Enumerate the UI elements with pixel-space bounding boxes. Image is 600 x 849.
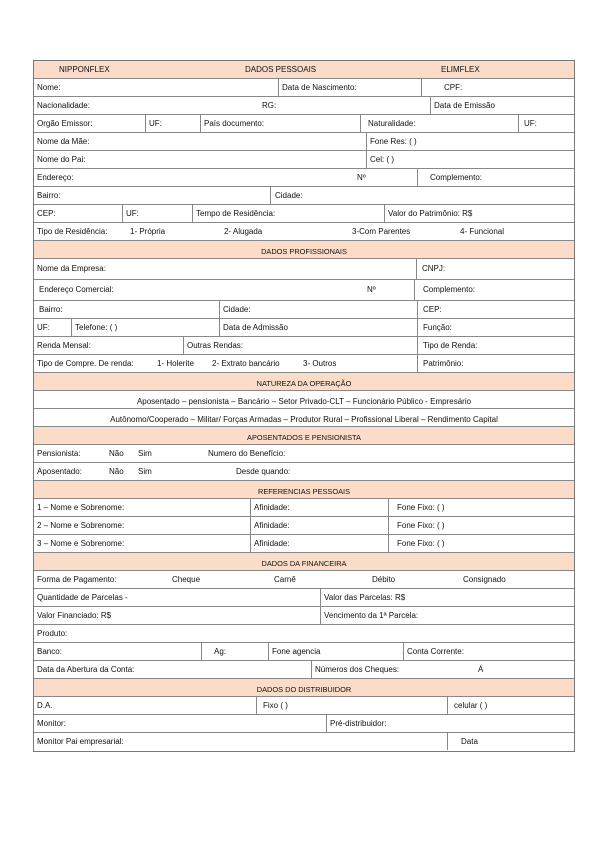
field-numero-comercial[interactable]: Nº — [367, 285, 376, 294]
field-ref-fone[interactable]: Fone Fixo: ( ) — [388, 499, 445, 516]
field-data-admissao[interactable]: Data de Admissão — [219, 319, 288, 336]
field-ref-nome[interactable]: 3 – Nome e Sobrenome: — [37, 539, 125, 548]
field-monitor-pai[interactable]: Monitor Pai empresarial: — [37, 737, 124, 746]
field-valor-patrimonio[interactable]: Valor do Patrimônio: R$ — [384, 205, 472, 222]
field-ref-fone[interactable]: Fone Fixo: ( ) — [388, 517, 445, 534]
option-com-parentes[interactable]: 3-Com Parentes — [352, 227, 411, 236]
field-uf-comercial[interactable]: UF: — [37, 323, 50, 332]
field-endereco-comercial[interactable]: Endereço Comercial: — [39, 285, 114, 294]
field-outras-rendas[interactable]: Outras Rendas: — [183, 337, 243, 354]
row-aposentado — [34, 463, 574, 481]
field-naturalidade[interactable]: Naturalidade: — [360, 115, 416, 132]
field-ref-nome[interactable]: 1 – Nome e Sobrenome: — [37, 503, 125, 512]
field-desde-quando[interactable]: Desde quando: — [236, 467, 291, 476]
row-bairro — [34, 187, 574, 205]
field-ref-afinidade[interactable]: Afinidade: — [250, 517, 290, 534]
option-outros[interactable]: 3- Outros — [303, 359, 337, 368]
field-data-emissao[interactable]: Data de Emissão — [430, 97, 495, 114]
option-pensionista-sim[interactable]: Sim — [138, 449, 152, 458]
label-aposentado: Aposentado: — [37, 467, 82, 476]
section-aposentados — [34, 427, 574, 445]
field-nome-mae[interactable]: Nome da Mãe: — [37, 137, 90, 146]
row-empresa — [34, 259, 574, 280]
section-title: DADOS DO DISTRIBUIDOR — [256, 685, 352, 694]
field-uf-endereco[interactable]: UF: — [122, 205, 139, 222]
reference-row — [34, 499, 574, 517]
field-nome-empresa[interactable]: Nome da Empresa: — [37, 264, 106, 273]
field-pais-documento[interactable]: País documento: — [200, 115, 264, 132]
row-pensionista — [34, 445, 574, 463]
label-tipo-residencia: Tipo de Residência: — [37, 227, 108, 236]
row-forma-pagamento — [34, 571, 574, 589]
natureza-options-2[interactable]: Autônomo/Cooperado – Militar/ Forças Armadas – Produtor Rural – Profissional Liberal – Rendimento Capital — [110, 415, 498, 424]
label-forma-pagamento: Forma de Pagamento: — [37, 575, 117, 584]
field-vencimento[interactable]: Vencimento da 1ª Parcela: — [320, 607, 418, 624]
field-nome[interactable]: Nome: — [37, 83, 61, 92]
field-data-nascimento[interactable]: Data de Nascimento: — [278, 79, 357, 96]
section-dados-profissionais — [34, 241, 574, 259]
field-produto[interactable]: Produto: — [37, 629, 68, 638]
option-alugada[interactable]: 2- Alugada — [224, 227, 263, 236]
field-nome-pai[interactable]: Nome do Pai: — [37, 155, 86, 164]
field-conta-corrente[interactable]: Conta Corrente: — [403, 643, 464, 660]
field-complemento[interactable]: Complemento: — [417, 169, 482, 186]
row-endereco — [34, 169, 574, 187]
field-renda-mensal[interactable]: Renda Mensal: — [37, 341, 91, 350]
field-bairro[interactable]: Bairro: — [37, 191, 61, 200]
option-cheque[interactable]: Cheque — [172, 575, 201, 584]
field-fixo[interactable]: Fixo ( ) — [256, 697, 288, 714]
row-banco — [34, 643, 574, 661]
field-numero[interactable]: Nº — [357, 173, 366, 182]
field-cnpj[interactable]: CNPJ: — [416, 259, 445, 279]
section-natureza-operacao — [34, 373, 574, 391]
field-monitor[interactable]: Monitor: — [37, 719, 66, 728]
field-cidade[interactable]: Cidade: — [270, 187, 303, 204]
label-tipo-comprovante: Tipo de Compre. De renda: — [37, 359, 134, 368]
row-natureza-1 — [34, 391, 574, 409]
section-distribuidor — [34, 679, 574, 697]
option-carne[interactable]: Carnê — [274, 575, 296, 584]
section-financeira — [34, 553, 574, 571]
field-ref-nome[interactable]: 2 – Nome e Sobrenome: — [37, 521, 125, 530]
row-monitor-pai — [34, 733, 574, 751]
brand-left: NIPPONFLEX — [59, 65, 110, 74]
row-tipo-comprovante — [34, 355, 574, 373]
row-nome — [34, 79, 574, 97]
row-da — [34, 697, 574, 715]
field-endereco[interactable]: Endereço: — [37, 173, 74, 182]
row-telefone — [34, 319, 574, 337]
reference-row — [34, 517, 574, 535]
field-pre-distribuidor[interactable]: Pré-distribuidor: — [326, 715, 386, 732]
field-tempo-residencia[interactable]: Tempo de Residência: — [192, 205, 275, 222]
row-valor-financiado — [34, 607, 574, 625]
row-orgao — [34, 115, 574, 133]
option-holerite[interactable]: 1- Holerite — [157, 359, 194, 368]
field-valor-financiado[interactable]: Valor Financiado: R$ — [37, 611, 112, 620]
label-cheques-ate: Á — [478, 665, 484, 674]
section-title: APOSENTADOS E PENSIONISTA — [247, 433, 361, 442]
field-agencia[interactable]: Ag: — [201, 643, 226, 660]
row-tipo-residencia — [34, 223, 574, 241]
field-ref-afinidade[interactable]: Afinidade: — [250, 535, 290, 552]
row-monitor — [34, 715, 574, 733]
form-header — [34, 61, 574, 79]
label-pensionista: Pensionista: — [37, 449, 81, 458]
section-referencias — [34, 481, 574, 499]
section-title: NATUREZA DA OPERAÇÃO — [256, 379, 352, 388]
field-telefone[interactable]: Telefone: ( ) — [71, 319, 117, 336]
field-numero-beneficio[interactable]: Numero do Benefício: — [208, 449, 286, 458]
field-data-abertura[interactable]: Data da Abertura da Conta: — [37, 665, 135, 674]
field-da[interactable]: D.A. — [37, 701, 53, 710]
field-celular[interactable]: celular ( ) — [447, 697, 487, 714]
option-debito[interactable]: Débito — [372, 575, 396, 584]
row-natureza-2 — [34, 409, 574, 427]
field-bairro-comercial[interactable]: Bairro: — [39, 305, 63, 314]
field-funcao[interactable]: Função: — [417, 319, 452, 336]
option-funcional[interactable]: 4- Funcional — [460, 227, 505, 236]
field-banco[interactable]: Banco: — [37, 647, 62, 656]
row-nacionalidade — [34, 97, 574, 115]
field-cel[interactable]: Cel: ( ) — [366, 151, 394, 168]
field-data[interactable]: Data — [447, 733, 478, 750]
row-cep — [34, 205, 574, 223]
field-uf-naturalidade[interactable]: UF: — [518, 115, 537, 132]
row-mae — [34, 133, 574, 151]
field-fone-res[interactable]: Fone Res: ( ) — [366, 133, 417, 150]
field-cidade-comercial[interactable]: Cidade: — [219, 301, 251, 318]
option-consignado[interactable]: Consignado — [463, 575, 506, 584]
field-ref-fone[interactable]: Fone Fixo: ( ) — [388, 535, 445, 552]
row-parcelas — [34, 589, 574, 607]
brand-right: ELIMFLEX — [441, 65, 480, 74]
credit-application-form — [33, 60, 575, 752]
field-fone-agencia[interactable]: Fone agencia — [268, 643, 320, 660]
row-produto — [34, 625, 574, 643]
field-patrimonio[interactable]: Patrimônio: — [417, 355, 463, 372]
field-tipo-renda[interactable]: Tipo de Renda: — [417, 337, 477, 354]
reference-row — [34, 535, 574, 553]
field-nacionalidade[interactable]: Nacionalidade: — [37, 101, 90, 110]
field-quantidade-parcelas[interactable]: Quantidade de Parcelas - — [37, 593, 128, 602]
row-abertura-conta — [34, 661, 574, 679]
option-aposentado-nao[interactable]: Não — [109, 467, 124, 476]
field-cep[interactable]: CEP: — [37, 209, 56, 218]
section-title-dados-pessoais: DADOS PESSOAIS — [245, 65, 317, 74]
row-renda — [34, 337, 574, 355]
section-title: REFERENCIAS PESSOAIS — [258, 487, 350, 496]
row-pai — [34, 151, 574, 169]
option-extrato-bancario[interactable]: 2- Extrato bancário — [212, 359, 280, 368]
option-aposentado-sim[interactable]: Sim — [138, 467, 152, 476]
field-orgao-emissor[interactable]: Orgão Emissor: — [37, 119, 93, 128]
field-cep-comercial[interactable]: CEP: — [417, 301, 442, 318]
option-pensionista-nao[interactable]: Não — [109, 449, 124, 458]
field-rg[interactable]: RG: — [262, 101, 277, 110]
field-ref-afinidade[interactable]: Afinidade: — [250, 499, 290, 516]
field-uf[interactable]: UF: — [145, 115, 162, 132]
field-cpf[interactable]: CPF: — [421, 79, 462, 96]
row-endereco-comercial — [34, 280, 574, 301]
field-valor-parcelas[interactable]: Valor das Parcelas: R$ — [320, 589, 405, 606]
field-numeros-cheques[interactable]: Números dos Cheques: — [311, 661, 399, 678]
row-bairro-comercial — [34, 301, 574, 319]
natureza-options-1[interactable]: Aposentado – pensionista – Bancário – Setor Privado-CLT – Funcionário Público - Empresário — [136, 397, 472, 406]
option-propria[interactable]: 1- Própria — [130, 227, 166, 236]
section-title: DADOS DA FINANCEIRA — [261, 559, 347, 568]
section-title: DADOS PROFISSIONAIS — [261, 247, 347, 256]
field-complemento-comercial[interactable]: Complemento: — [414, 280, 475, 300]
